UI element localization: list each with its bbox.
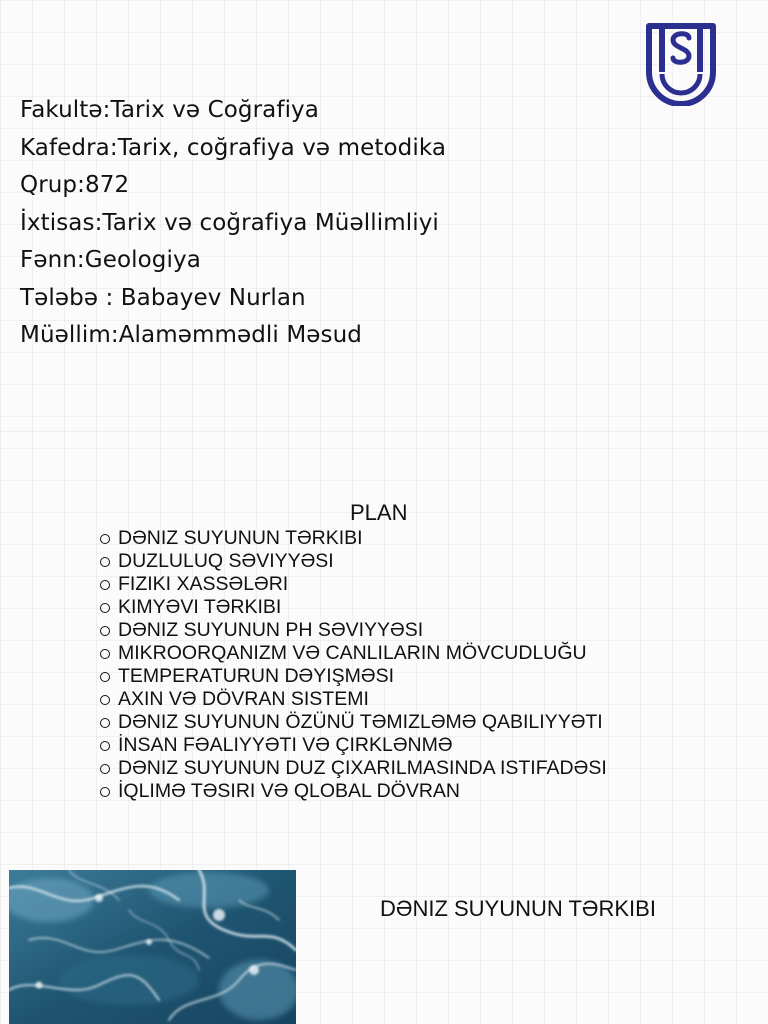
list-item: DƏNIZ SUYUNUN DUZ ÇIXARILMASINDA ISTIFADƏSI — [100, 757, 607, 780]
list-item: AXIN VƏ DÖVRAN SISTEMI — [100, 688, 607, 711]
document-info — [20, 92, 446, 355]
list-item: İNSAN FƏALIYYƏTI VƏ ÇIRKLƏNMƏ — [100, 734, 607, 757]
info-group: Qrup:872 — [20, 172, 130, 198]
circle-bullet-icon — [100, 580, 110, 590]
circle-bullet-icon — [100, 626, 110, 636]
list-item: DƏNIZ SUYUNUN TƏRKIBI — [100, 527, 607, 550]
circle-bullet-icon — [100, 695, 110, 705]
list-item: TEMPERATURUN DƏYIŞMƏSI — [100, 665, 607, 688]
list-item: FIZIKI XASSƏLƏRI — [100, 573, 607, 596]
sea-water-texture — [9, 870, 296, 1024]
circle-bullet-icon — [100, 672, 110, 682]
info-faculty: Fakultə:Tarix və Coğrafiya — [20, 97, 319, 123]
circle-bullet-icon — [100, 764, 110, 774]
info-student: Tələbə : Babayev Nurlan — [20, 284, 306, 311]
list-item: KIMYƏVI TƏRKIBI — [100, 596, 607, 619]
plan-title: PLAN — [350, 500, 408, 525]
circle-bullet-icon — [100, 603, 110, 613]
info-teacher: Müəllim:Alaməmmədli Məsud — [20, 322, 362, 348]
circle-bullet-icon — [100, 718, 110, 728]
list-item: DƏNIZ SUYUNUN PH SƏVIYYƏSI — [100, 619, 607, 642]
circle-bullet-icon — [100, 557, 110, 567]
circle-bullet-icon — [100, 534, 110, 544]
list-item: MIKROORQANIZM VƏ CANLILARIN MÖVCUDLUĞU — [100, 642, 607, 665]
circle-bullet-icon — [100, 741, 110, 751]
list-item: DUZLULUQ SƏVIYYƏSI — [100, 550, 607, 573]
list-item: İQLIMƏ TƏSIRI VƏ QLOBAL DÖVRAN — [100, 780, 607, 803]
info-department: Kafedra:Tarix, coğrafiya və metodika — [20, 134, 447, 161]
sea-water-photo — [9, 870, 296, 1024]
section-heading: DƏNIZ SUYUNUN TƏRKIBI — [380, 896, 656, 921]
circle-bullet-icon — [100, 787, 110, 797]
isu-logo-icon — [645, 22, 717, 106]
info-specialty: İxtisas:Tarix və coğrafiya Müəllimliyi — [20, 209, 439, 236]
page-divider — [0, 431, 768, 432]
circle-bullet-icon — [100, 649, 110, 659]
info-subject: Fənn:Geologiya — [20, 247, 201, 273]
plan-list — [100, 527, 607, 803]
list-item: DƏNIZ SUYUNUN ÖZÜNÜ TƏMIZLƏMƏ QABILIYYƏTI — [100, 711, 607, 734]
